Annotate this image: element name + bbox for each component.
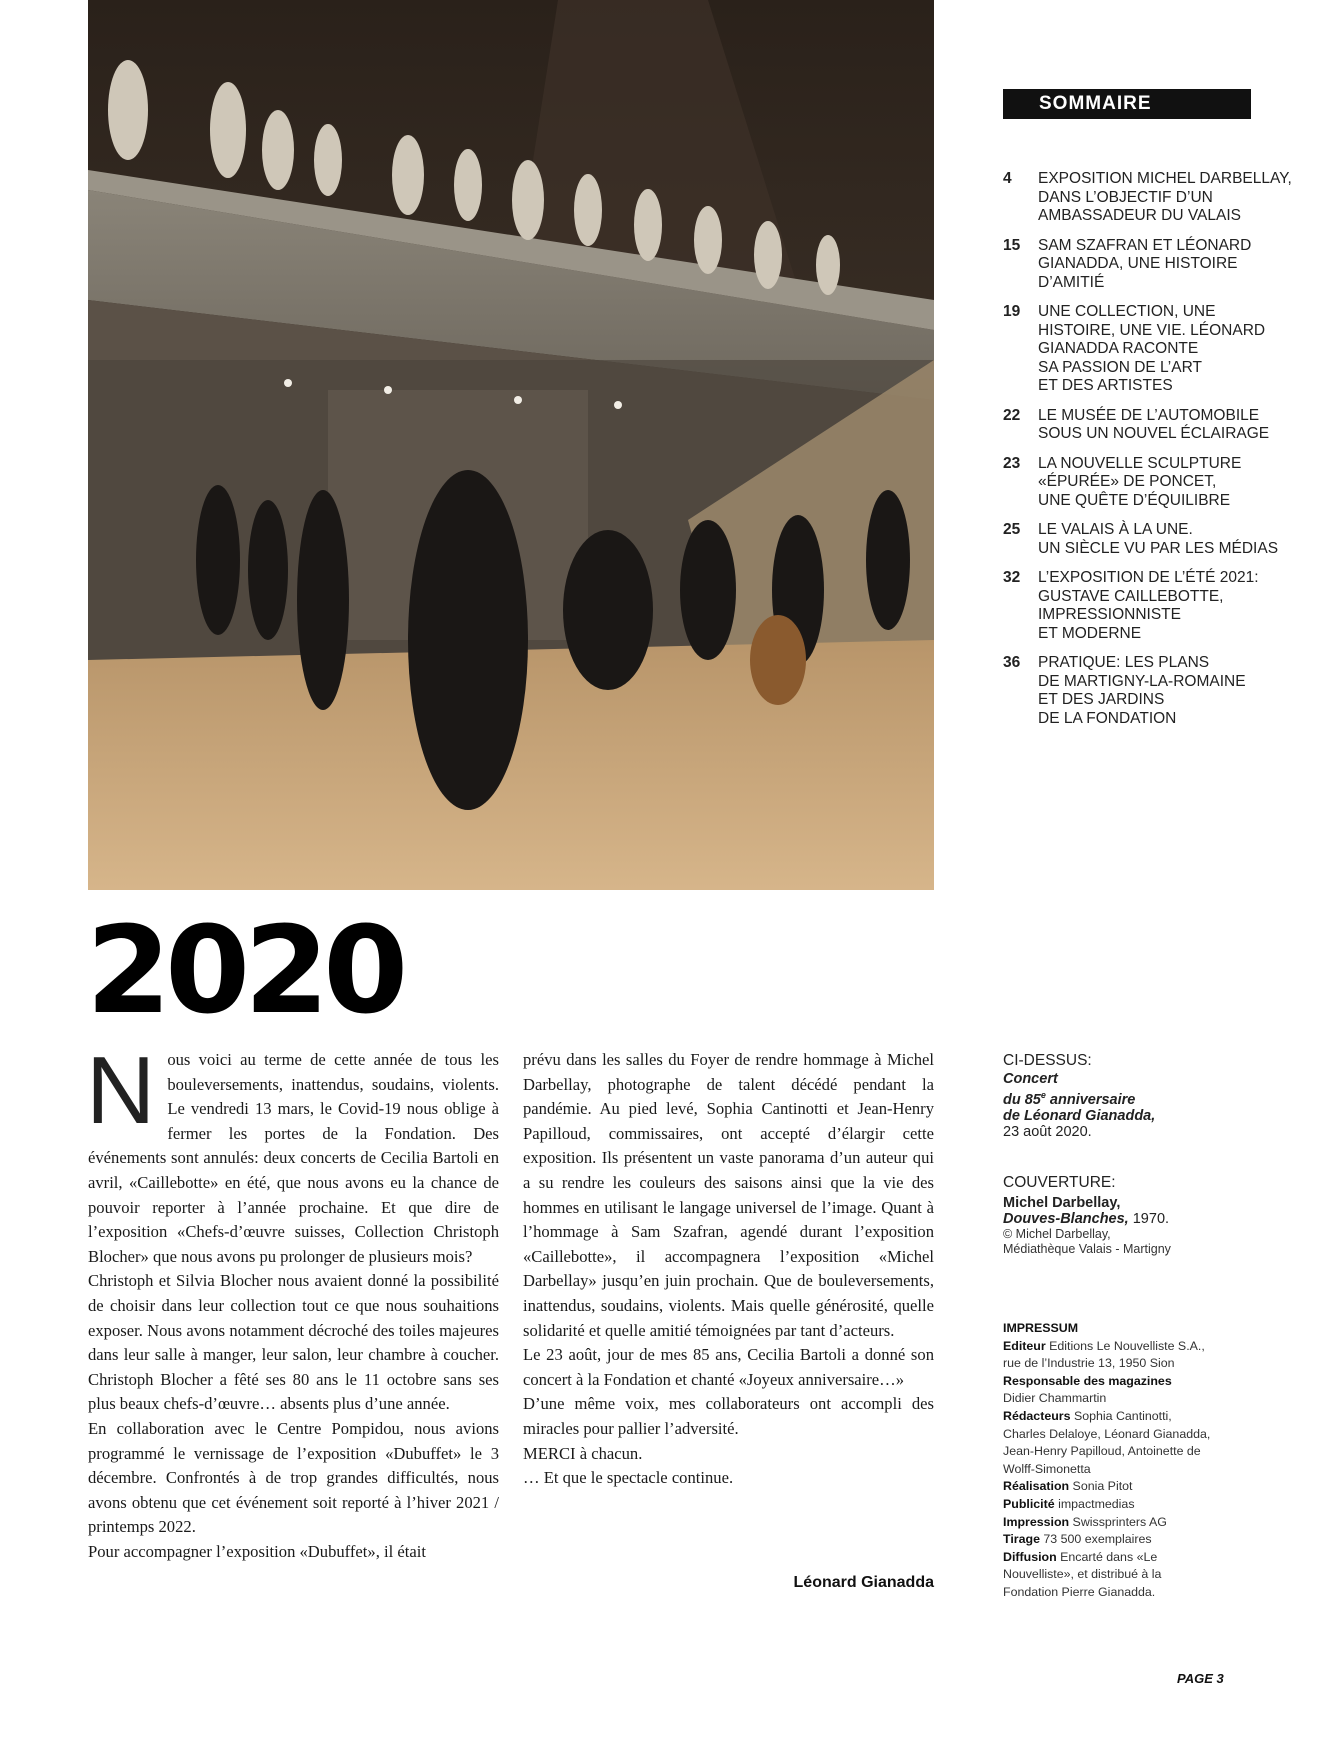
caption-title: du 85e anniversaire <box>1003 1090 1136 1108</box>
article-paragraph: D’une même voix, mes collaborateurs ont accompli des miracles pour pallier l’adversité. <box>523 1394 934 1438</box>
article-paragraph: … Et que le spectacle continue. <box>523 1468 734 1488</box>
toc-title: L’EXPOSITION DE L’ÉTÉ 2021: GUSTAVE CAILLEBOTTE, IMPRESSIONNISTE ET MODERNE <box>1038 569 1259 642</box>
impressum-entry: Editeur Editions Le Nouvelliste S.A., rue de l’Industrie 13, 1950 Sion <box>1003 1338 1205 1371</box>
impressum-entry: Publicité impactmedias <box>1003 1496 1135 1511</box>
drop-cap: N <box>86 1037 156 1144</box>
cover-caption <box>1003 1173 1171 1257</box>
concert-photo <box>88 0 934 890</box>
article-paragraph: MERCI à chacun. <box>523 1443 643 1463</box>
caption-title: Douves-Blanches, 1970. <box>1003 1211 1170 1227</box>
toc-title: LA NOUVELLE SCULPTURE «ÉPURÉE» DE PONCET, UNE QUÊTE D’ÉQUILIBRE <box>1038 454 1242 509</box>
caption-author: Michel Darbellay, <box>1003 1195 1121 1211</box>
caption-label: CI-DESSUS: <box>1003 1052 1092 1069</box>
article-year-heading: 2020 <box>86 902 403 1041</box>
toc-title: EXPOSITION MICHEL DARBELLAY, DANS L’OBJECTIF D’UN AMBASSADEUR DU VALAIS <box>1038 170 1292 224</box>
toc-item[interactable] <box>1003 237 1303 293</box>
caption-label: COUVERTURE: <box>1003 1174 1116 1191</box>
toc-title: UNE COLLECTION, UNE HISTOIRE, UNE VIE. LÉONARD GIANADDA RACONTE SA PASSION DE L’ART ET DES ARTISTES <box>1038 303 1266 394</box>
article-column-2 <box>523 1048 934 1491</box>
paragraph-text: ous voici au terme de cette année de tous les bouleversements, inattendus, soudains, violents. Le vendredi 13 mars, le Covid-19 nous oblige à fermer les portes de la Fondation. Des événements sont annulés: deux concerts de Cecilia Bartoli en avril, «Caillebotte» en été, que nous avons eu la chance de pouvoir reporter à l’année prochaine. Et que dire de l’exposition «Chefs-d’œuvre suisses, Collection Christoph Blocher» que nous avons pu prolonger de plusieurs mois? <box>88 1050 499 1266</box>
caption-title: Concert <box>1003 1071 1058 1087</box>
caption-date: 23 août 2020. <box>1003 1123 1092 1140</box>
toc-title: LE MUSÉE DE L’AUTOMOBILE SOUS UN NOUVEL ÉCLAIRAGE <box>1038 406 1270 442</box>
impressum-entry: Rédacteurs Sophia Cantinotti, Charles Delaloye, Léonard Gianadda, Jean-Henry Papilloud, Antoinette de Wolff-Simonetta <box>1003 1408 1211 1476</box>
toc-page-number: 4 <box>1003 170 1012 187</box>
toc-item[interactable] <box>1003 455 1303 511</box>
article-paragraph: En collaboration avec le Centre Pompidou, nous avions programmé le vernissage de l’exposition «Dubuffet» le 3 décembre. Confrontés à de trop grandes difficultés, nous avons obtenu que cet événement soit reporté à l’hiver 2021 / printemps 2022. <box>88 1418 499 1537</box>
toc-page-number: 23 <box>1003 454 1021 472</box>
article-column-1 <box>86 1037 499 1564</box>
impressum-heading: IMPRESSUM <box>1003 1321 1079 1335</box>
toc-page-number: 19 <box>1003 303 1021 320</box>
toc-item[interactable] <box>1003 170 1303 226</box>
article-paragraph: Le 23 août, jour de mes 85 ans, Cecilia Bartoli a donné son concert à la Fondation et chanté «Joyeux anniversaire…» <box>523 1345 934 1389</box>
photo-caption <box>1003 1051 1155 1140</box>
author-signature: Léonard Gianadda <box>793 1574 934 1591</box>
table-of-contents <box>1003 170 1303 739</box>
impressum-entry: Impression Swissprinters AG <box>1003 1514 1167 1529</box>
article-paragraph: prévu dans les salles du Foyer de rendre hommage à Michel Darbellay, photographe de talent décédé pendant la pandémie. Au pied levé, Sophia Cantinotti et Jean-Henry Papilloud, commissaires, ont accepté d’élargir cette exposition. Ils présentent un vaste panorama d’un auteur qui a su rendre les couleurs des saisons ainsi que la vie des hommes en utilisant le langage universel de l’image. Quant à l’hommage à Sam Szafran, agendé durant l’exposition «Caillebotte», il accompagnera l’exposition «Michel Darbellay» jusqu’en juin prochain. Que de bouleversements, inattendus, soudains, violents. Mais quelle générosité, quelle solidarité et quelle amitié témoignées par tant d’acteurs. <box>523 1050 934 1340</box>
toc-item[interactable] <box>1003 654 1303 728</box>
sommaire-heading: SOMMAIRE <box>1003 89 1251 119</box>
impressum-entry: Diffusion Encarté dans «Le Nouvelliste», et distribué à la Fondation Pierre Gianadda. <box>1003 1549 1162 1599</box>
toc-item[interactable] <box>1003 407 1303 444</box>
toc-item[interactable] <box>1003 521 1303 558</box>
article-paragraph <box>86 1037 499 1269</box>
caption-credit: Médiathèque Valais - Martigny <box>1003 1242 1171 1256</box>
caption-title: de Léonard Gianadda, <box>1003 1107 1156 1124</box>
toc-title: LE VALAIS À LA UNE. UN SIÈCLE VU PAR LES MÉDIAS <box>1038 521 1279 557</box>
impressum-entry: Responsable des magazines Didier Chammartin <box>1003 1373 1172 1406</box>
toc-item[interactable] <box>1003 569 1303 643</box>
impressum-entry: Réalisation Sonia Pitot <box>1003 1479 1133 1494</box>
impressum-entry: Tirage 73 500 exemplaires <box>1003 1532 1152 1547</box>
toc-page-number: 25 <box>1003 521 1021 538</box>
toc-title: PRATIQUE: LES PLANS DE MARTIGNY-LA-ROMAINE ET DES JARDINS DE LA FONDATION <box>1038 654 1246 727</box>
article-paragraph: Pour accompagner l’exposition «Dubuffet», il était <box>88 1541 426 1561</box>
page-number: PAGE 3 <box>1177 1671 1224 1686</box>
article-paragraph: Christoph et Silvia Blocher nous avaient donné la possibilité de choisir dans leur collection tout ce que nous souhaitions exposer. Nous avons notamment décroché des toiles majeures dans leur salle à manger, leur salon, leur chambre à coucher. Christoph Blocher a fêté ses 80 ans le 11 octobre sans ses plus beaux chefs-d’œuvre… absents plus d’une année. <box>88 1271 499 1414</box>
toc-item[interactable] <box>1003 303 1303 396</box>
toc-page-number: 15 <box>1003 236 1021 254</box>
impressum <box>1003 1320 1213 1602</box>
toc-page-number: 36 <box>1003 654 1021 671</box>
caption-credit: © Michel Darbellay, <box>1003 1227 1111 1241</box>
toc-page-number: 32 <box>1003 569 1021 586</box>
toc-page-number: 22 <box>1003 406 1021 424</box>
toc-title: SAM SZAFRAN ET LÉONARD GIANADDA, UNE HISTOIRE D’AMITIÉ <box>1038 236 1252 291</box>
